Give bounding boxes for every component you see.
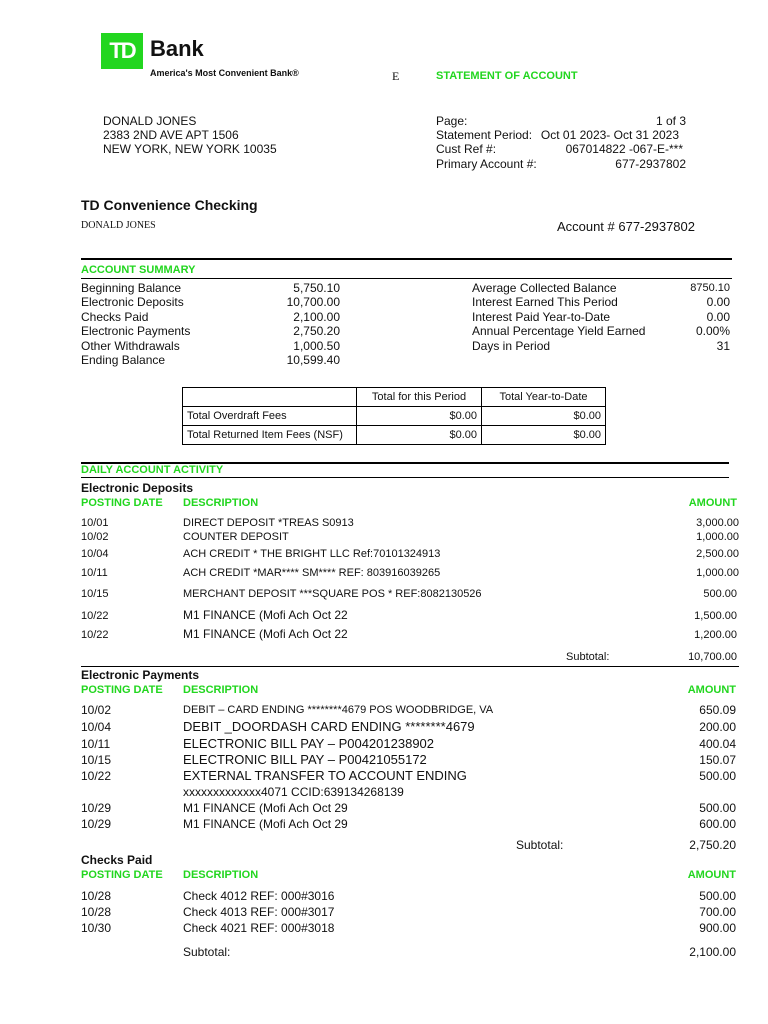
summary-value: 2,100.00 [293, 310, 340, 324]
td-logo: TD [101, 33, 143, 69]
fees-cell: $0.00 [357, 426, 482, 445]
row-description: DIRECT DEPOSIT *TREAS S0913 [183, 517, 354, 529]
account-holder: DONALD JONES [81, 220, 156, 231]
row-description: COUNTER DEPOSIT [183, 531, 289, 543]
row-amount: 1,000.00 [696, 531, 739, 543]
row-date: 10/04 [81, 720, 112, 734]
row-date: 10/28 [81, 889, 112, 903]
row-date: 10/28 [81, 905, 112, 919]
fees-header-cell: Total Year-to-Date [482, 388, 606, 407]
row-date: 10/02 [81, 531, 109, 543]
row-description: Check 4021 REF: 000#3018 [183, 921, 335, 935]
fees-table-header [183, 388, 606, 407]
customer-address-line1: 2383 2ND AVE APT 1506 [103, 128, 239, 142]
summary-value: 1,000.50 [293, 339, 340, 353]
row-amount: 900.00 [699, 921, 736, 935]
row-date: 10/29 [81, 817, 112, 831]
summary-value: 2,750.20 [293, 324, 340, 338]
fees-cell: Total Returned Item Fees (NSF) [183, 426, 357, 445]
row-amount: 500.00 [699, 801, 736, 815]
summary-label: Average Collected Balance [472, 281, 617, 295]
row-date: 10/15 [81, 753, 112, 767]
col-posting-date: POSTING DATE [81, 684, 163, 696]
fees-cell: $0.00 [357, 407, 482, 426]
row-amount: 2,500.00 [696, 548, 739, 560]
row-description: ACH CREDIT *MAR**** SM**** REF: 803916039265 [183, 567, 441, 579]
fees-cell: Total Overdraft Fees [183, 407, 357, 426]
row-amount: 1,000.00 [696, 567, 739, 579]
summary-heading-rule [81, 278, 732, 279]
row-amount: 400.04 [699, 737, 736, 751]
summary-label: Ending Balance [81, 353, 166, 367]
row-description: Check 4012 REF: 000#3016 [183, 889, 335, 903]
summary-label: Beginning Balance [81, 281, 182, 295]
row-description: Check 4013 REF: 000#3017 [183, 905, 335, 919]
info-value-page: 1 of 3 [655, 114, 686, 128]
fees-header-cell: Total for this Period [357, 388, 482, 407]
subtotal-label: Subtotal: [183, 945, 231, 959]
row-description: M1 FINANCE (Mofi Ach Oct 29 [183, 817, 348, 831]
row-amount: 500.00 [699, 769, 736, 783]
activity-heading-rule [81, 477, 729, 478]
summary-value: 10,700.00 [286, 295, 340, 309]
info-value-period: Oct 01 2023- Oct 31 2023 [540, 128, 679, 142]
fees-cell: $0.00 [482, 426, 606, 445]
fees-header-cell [183, 388, 357, 407]
section-title: Electronic Payments [81, 668, 200, 682]
page-marker: E [392, 69, 400, 83]
row-date: 10/04 [81, 548, 109, 560]
subtotal-label: Subtotal: [566, 651, 610, 663]
row-description-cont: xxxxxxxxxxxxx4071 CCID:639134268139 [183, 785, 404, 799]
info-label-page: Page: [436, 114, 468, 128]
row-description: MERCHANT DEPOSIT ***SQUARE POS * REF:8082130526 [183, 588, 482, 600]
summary-value: 8750.10 [690, 282, 730, 294]
summary-label: Electronic Deposits [81, 295, 184, 309]
summary-value: 0.00 [706, 295, 730, 309]
summary-label: Interest Paid Year-to-Date [472, 310, 611, 324]
summary-label: Other Withdrawals [81, 339, 180, 353]
row-description: ELECTRONIC BILL PAY – P004201238902 [183, 736, 435, 751]
fees-table-row [183, 407, 606, 426]
section-title: Electronic Deposits [81, 481, 194, 495]
summary-label: Checks Paid [81, 310, 149, 324]
product-title: TD Convenience Checking [81, 197, 258, 213]
col-amount: AMOUNT [687, 684, 736, 696]
summary-value: 31 [716, 339, 730, 353]
col-amount: AMOUNT [688, 497, 737, 509]
row-amount: 500.00 [699, 889, 736, 903]
col-amount: AMOUNT [687, 869, 736, 881]
row-date: 10/22 [81, 629, 109, 641]
info-label-period: Statement Period: [436, 128, 533, 142]
summary-label: Interest Earned This Period [472, 295, 618, 309]
row-amount: 150.07 [699, 753, 736, 767]
col-description: DESCRIPTION [183, 684, 259, 696]
row-date: 10/02 [81, 703, 112, 717]
summary-label: Days in Period [472, 339, 551, 353]
row-amount: 500.00 [703, 588, 737, 600]
row-description: M1 FINANCE (Mofi Ach Oct 22 [183, 627, 348, 641]
row-amount: 600.00 [699, 817, 736, 831]
info-value-primary-account: 677-2937802 [615, 157, 686, 171]
row-amount: 3,000.00 [696, 517, 739, 529]
payments-rule [81, 666, 739, 667]
summary-label: Electronic Payments [81, 324, 191, 338]
row-description: DEBIT _DOORDASH CARD ENDING ********4679 [183, 719, 475, 734]
row-description: M1 FINANCE (Mofi Ach Oct 22 [183, 608, 348, 622]
subtotal-label: Subtotal: [516, 838, 564, 852]
row-description: M1 FINANCE (Mofi Ach Oct 29 [183, 801, 348, 815]
summary-top-rule [81, 258, 732, 260]
row-date: 10/22 [81, 769, 112, 783]
col-posting-date: POSTING DATE [81, 869, 163, 881]
bank-tagline: America's Most Convenient Bank® [150, 68, 299, 78]
row-amount: 200.00 [699, 720, 736, 734]
row-date: 10/01 [81, 517, 109, 529]
row-amount: 650.09 [699, 703, 736, 717]
customer-address-line2: NEW YORK, NEW YORK 10035 [103, 142, 277, 156]
row-description: ELECTRONIC BILL PAY – P00421055172 [183, 752, 427, 767]
info-label-cust-ref: Cust Ref #: [436, 142, 497, 156]
col-description: DESCRIPTION [183, 497, 259, 509]
customer-name: DONALD JONES [103, 114, 197, 128]
account-summary-heading: ACCOUNT SUMMARY [81, 264, 196, 276]
subtotal-value: 2,100.00 [689, 945, 736, 959]
summary-value: 0.00 [706, 310, 730, 324]
daily-activity-heading: DAILY ACCOUNT ACTIVITY [81, 464, 224, 476]
row-description: DEBIT – CARD ENDING ********4679 POS WOODBRIDGE, VA [183, 704, 494, 716]
row-amount: 1,200.00 [694, 629, 737, 641]
info-value-cust-ref: 067014822 -067-E-*** [565, 142, 683, 156]
fees-cell: $0.00 [482, 407, 606, 426]
info-label-primary-account: Primary Account #: [436, 157, 537, 171]
summary-value: 10,599.40 [286, 353, 340, 367]
summary-value: 0.00% [695, 324, 730, 338]
row-amount: 700.00 [699, 905, 736, 919]
bank-name: Bank [150, 36, 204, 61]
section-title: Checks Paid [81, 853, 153, 867]
subtotal-value: 2,750.20 [689, 838, 736, 852]
row-date: 10/15 [81, 588, 109, 600]
row-description: ACH CREDIT * THE BRIGHT LLC Ref:70101324913 [183, 548, 441, 560]
row-date: 10/11 [81, 737, 111, 751]
row-date: 10/11 [81, 567, 108, 579]
summary-label: Annual Percentage Yield Earned [472, 324, 646, 338]
statement-title: STATEMENT OF ACCOUNT [436, 70, 578, 82]
row-date: 10/30 [81, 921, 112, 935]
fees-table [182, 387, 606, 445]
fees-table-row [183, 426, 606, 445]
row-date: 10/29 [81, 801, 112, 815]
col-description: DESCRIPTION [183, 869, 259, 881]
subtotal-value: 10,700.00 [688, 651, 737, 663]
row-description: EXTERNAL TRANSFER TO ACCOUNT ENDING [183, 768, 467, 783]
row-amount: 1,500.00 [694, 610, 737, 622]
col-posting-date: POSTING DATE [81, 497, 163, 509]
account-number: Account # 677-2937802 [556, 219, 695, 234]
summary-value: 5,750.10 [293, 281, 340, 295]
row-date: 10/22 [81, 610, 109, 622]
